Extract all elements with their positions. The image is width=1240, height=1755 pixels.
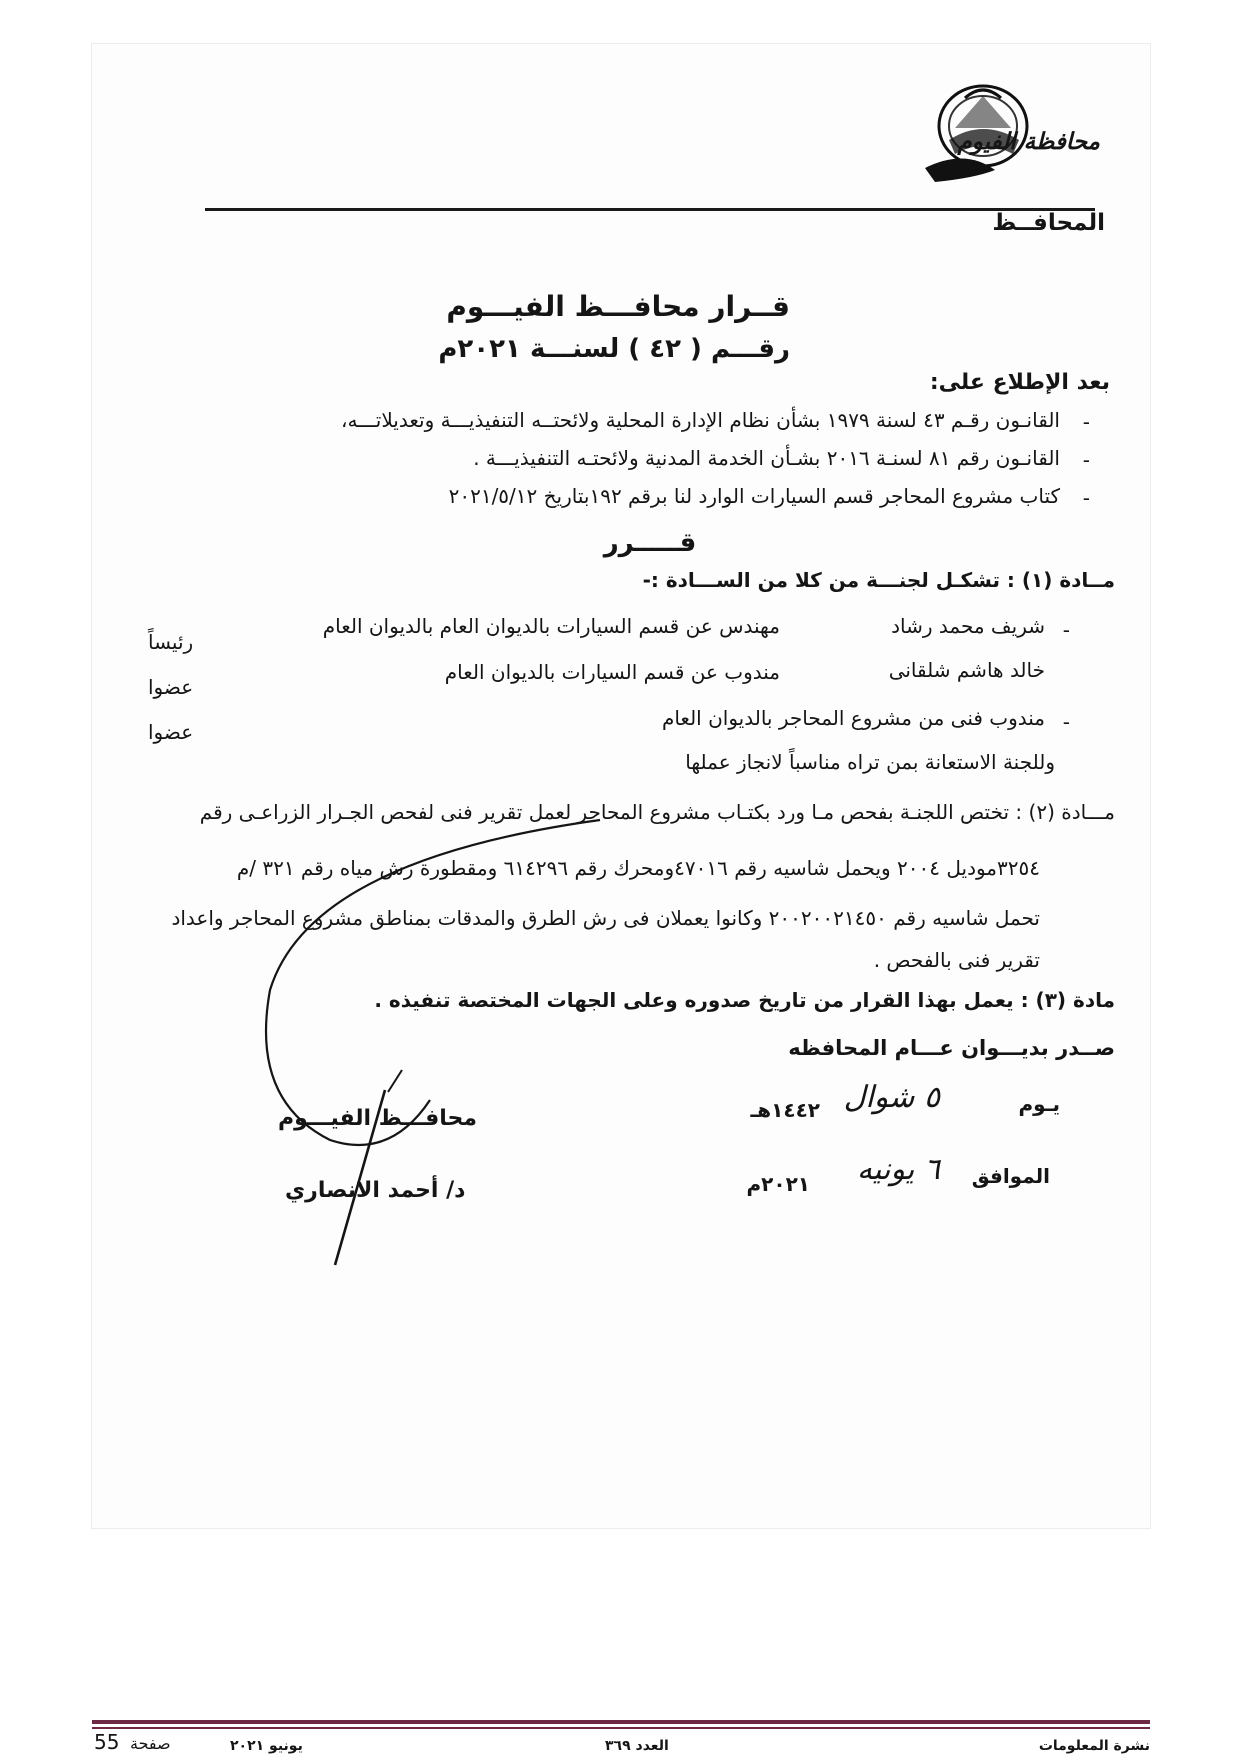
hijri-handwritten: ٥ شوال [843, 1080, 940, 1115]
member-desc: مندوب فنى من مشروع المحاجر بالديوان العام [661, 706, 1045, 730]
governorate-label: محافظة الفيوم [957, 128, 1100, 155]
member-desc: مندوب عن قسم السيارات بالديوان العام [444, 660, 780, 684]
member-role: عضوا [148, 720, 194, 744]
hijri-prefix: يـوم [1018, 1092, 1060, 1116]
footer-issue: العدد ٣٦٩ [605, 1738, 669, 1754]
article2-line: تحمل شاسيه رقم ٢٠٠٢٠٠٢١٤٥٠ وكانوا يعملان فى رش الطرق والمدقات بمناطق مشروع المحاجر واعداد [171, 906, 1040, 930]
footer-rule-thick [92, 1720, 1150, 1724]
member-name: شريف محمد رشاد [891, 614, 1045, 638]
article2-line: تقرير فنى بالفحص . [873, 948, 1040, 972]
decision-word: قـــــرر [603, 528, 697, 558]
footer-rule-thin [92, 1727, 1150, 1729]
decree-title: قــرار محافـــظ الفيـــوم [446, 290, 790, 323]
article2-line: مـــادة (٢) : تختص اللجنـة بفحص مـا ورد بكتـاب مشروع المحاجر لعمل تقرير فنى لفحص الجـرار الزراعـى رقم [199, 800, 1115, 824]
footer-page-number: 55 [94, 1730, 120, 1754]
footer-publication: نشرة المعلومات [1038, 1738, 1150, 1754]
article3: مادة (٣) : يعمل بهذا القرار من تاريخ صدوره وعلى الجهات المختصة تنفيذه . [374, 988, 1115, 1012]
preamble-bullet: - [1082, 410, 1090, 434]
member-bullet: - [1062, 710, 1070, 734]
footer-date: يونيو ٢٠٢١ [230, 1738, 303, 1754]
member-role: رئيساً [148, 630, 194, 654]
issued-at: صــدر بديـــوان عـــام المحافظه [788, 1036, 1115, 1060]
preamble-heading: بعد الإطلاع على: [929, 370, 1110, 395]
greg-year: ٢٠٢١م [746, 1172, 810, 1196]
office-label: المحافــظ [992, 210, 1105, 236]
member-bullet: - [1062, 618, 1070, 642]
member-role: عضوا [148, 675, 194, 699]
greg-handwritten: ٦ يونيه [857, 1152, 940, 1187]
decree-number: رقـــم ( ٤٢ ) لسنـــة ٢٠٢١م [438, 334, 790, 364]
article2-line: ٣٢٥٤موديل ٢٠٠٤ ويحمل شاسيه رقم ٤٧٠١٦ومحرك رقم ٦١٤٢٩٦ ومقطورة رش مياه رقم ٣٢١ /م [236, 856, 1040, 880]
signature-name: د/ أحمد الانصاري [285, 1178, 466, 1203]
preamble-item: القانـون رقـم ٤٣ لسنة ١٩٧٩ بشأن نظام الإدارة المحلية ولائحتــه التنفيذيـــة وتعديلاتـــه، [341, 408, 1060, 432]
hijri-year: ١٤٤٢هـ [750, 1098, 820, 1122]
header-rule [205, 208, 1095, 211]
preamble-item: القانـون رقم ٨١ لسنـة ٢٠١٦ بشـأن الخدمة المدنية ولائحتـه التنفيذيـــة . [473, 446, 1060, 470]
footer-page-label: صفحة [130, 1734, 171, 1753]
greg-prefix: الموافق [971, 1164, 1050, 1188]
handwritten-signature-icon [250, 800, 670, 1280]
preamble-bullet: - [1082, 448, 1090, 472]
preamble-bullet: - [1082, 486, 1090, 510]
member-desc: مهندس عن قسم السيارات بالديوان العام بالديوان العام [322, 614, 780, 638]
article1-note: وللجنة الاستعانة بمن تراه مناسباً لانجاز عملها [685, 750, 1055, 774]
preamble-item: كتاب مشروع المحاجر قسم السيارات الوارد لنا برقم ١٩٢بتاريخ ٢٠٢١/٥/١٢ [448, 484, 1060, 508]
signature-title: محافـــظ الفيـــوم [278, 1106, 478, 1131]
scanned-document [92, 44, 1150, 1528]
article1-heading: مــادة (١) : تشكـل لجنـــة من كلا من الســـادة :- [642, 568, 1115, 592]
member-name: خالد هاشم شلقانى [888, 658, 1045, 682]
